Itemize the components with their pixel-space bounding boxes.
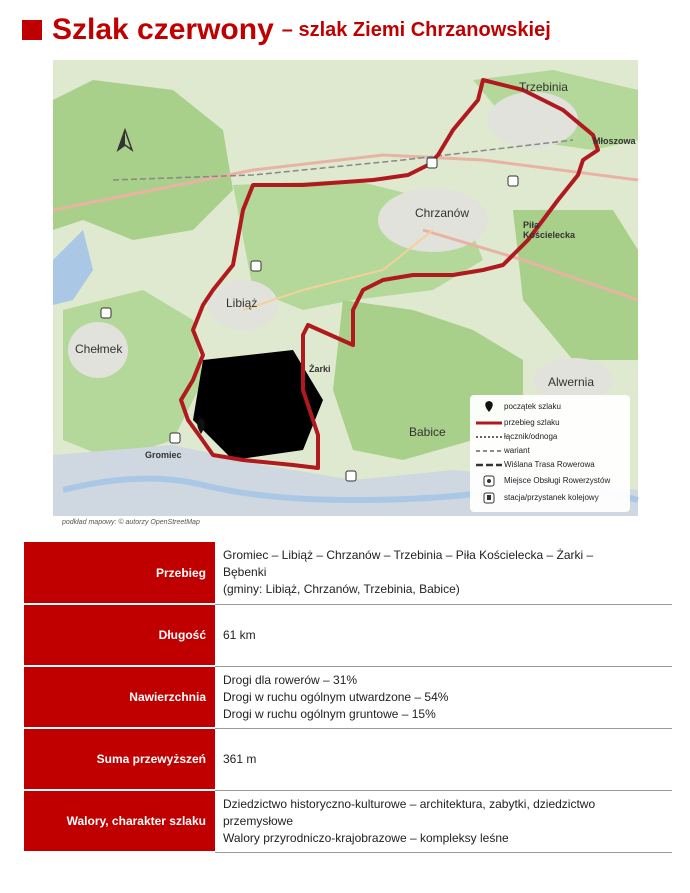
row-value xyxy=(215,604,672,666)
place-label-mloszowa: Młoszowa xyxy=(593,136,636,146)
legend-item-bike-service xyxy=(470,475,630,487)
row-label: Suma przewyższeń xyxy=(24,728,215,790)
table-row xyxy=(24,666,672,728)
value-line: Dziedzictwo historyczno-kulturowe – architektura, zabytki, dziedzictwo xyxy=(223,796,596,811)
place-label-trzebinia: Trzebinia xyxy=(519,80,568,94)
value-line: Walory przyrodniczo-krajobrazowe – kompleksy leśne xyxy=(223,830,509,845)
table-row xyxy=(24,790,672,852)
value-line: 61 km xyxy=(223,627,256,642)
place-label-libiaz: Libiąż xyxy=(226,296,258,310)
place-label-zarki: Żarki xyxy=(309,364,331,374)
row-value xyxy=(215,542,672,604)
legend-item-connector xyxy=(470,431,630,443)
place-label-alwernia: Alwernia xyxy=(548,375,595,389)
value-line: 361 m xyxy=(223,751,257,766)
long-dash-line-icon xyxy=(476,459,502,471)
value-line: Drogi w ruchu ogólnym gruntowe – 15% xyxy=(223,706,436,721)
trail-info-table xyxy=(24,542,672,853)
legend-label: łącznik/odnoga xyxy=(504,432,558,441)
legend-label: początek szlaku xyxy=(504,402,561,411)
row-label: Długość xyxy=(24,604,215,666)
legend-item-route xyxy=(470,417,630,429)
legend-item-start xyxy=(470,401,630,413)
start-marker-icon xyxy=(476,401,502,413)
urban-area xyxy=(378,188,488,252)
row-value xyxy=(215,728,672,790)
value-line: Bębenki xyxy=(223,565,267,580)
legend-label: Wiślana Trasa Rowerowa xyxy=(504,460,595,469)
legend-item-variant xyxy=(470,445,630,457)
train-station-icon xyxy=(476,492,502,504)
table-row xyxy=(24,604,672,666)
place-label-pila-koscielecka: Piła Kościelecka xyxy=(523,220,576,240)
table-row xyxy=(24,542,672,604)
title-marker xyxy=(22,20,42,40)
row-label: Nawierzchnia xyxy=(24,666,215,728)
title-main: Szlak czerwony xyxy=(52,13,274,46)
map-legend xyxy=(470,395,630,512)
value-line: Drogi w ruchu ogólnym utwardzone – 54% xyxy=(223,689,449,704)
value-line: Drogi dla rowerów – 31% xyxy=(223,672,358,687)
red-line-icon xyxy=(476,417,502,429)
north-arrow-icon xyxy=(116,128,134,152)
row-label: Przebieg xyxy=(24,542,215,604)
row-value xyxy=(215,666,672,728)
value-line: Gromiec – Libiąż – Chrzanów – Trzebinia – Piła Kościelecka – Żarki – xyxy=(223,548,594,563)
place-label-chelmek: Chełmek xyxy=(75,342,123,356)
place-label-gromiec: Gromiec xyxy=(145,450,182,460)
legend-label: wariant xyxy=(504,446,530,455)
value-line: (gminy: Libiąż, Chrzanów, Trzebinia, Babice) xyxy=(223,582,460,597)
dotted-line-icon xyxy=(476,431,502,443)
legend-item-vistula-trail xyxy=(470,459,630,471)
legend-item-train-station xyxy=(470,492,630,504)
legend-label: przebieg szlaku xyxy=(504,418,560,427)
bike-service-icon xyxy=(476,475,502,487)
place-label-babice: Babice xyxy=(409,425,446,439)
dashed-line-icon xyxy=(476,445,502,457)
row-value xyxy=(215,790,672,852)
title-subtitle: – szlak Ziemi Chrzanowskiej xyxy=(281,18,551,41)
page-title xyxy=(22,8,551,52)
legend-label: stacja/przystanek kolejowy xyxy=(504,493,599,502)
row-label: Walory, charakter szlaku xyxy=(24,790,215,852)
legend-label: Miejsce Obsługi Rowerzystów xyxy=(504,476,611,485)
table-row xyxy=(24,728,672,790)
urban-area xyxy=(488,92,578,148)
place-label-chrzanow: Chrzanów xyxy=(415,206,470,220)
map-credit: podkład mapowy: © autorzy OpenStreetMap xyxy=(62,519,200,526)
value-line: przemysłowe xyxy=(223,813,294,828)
